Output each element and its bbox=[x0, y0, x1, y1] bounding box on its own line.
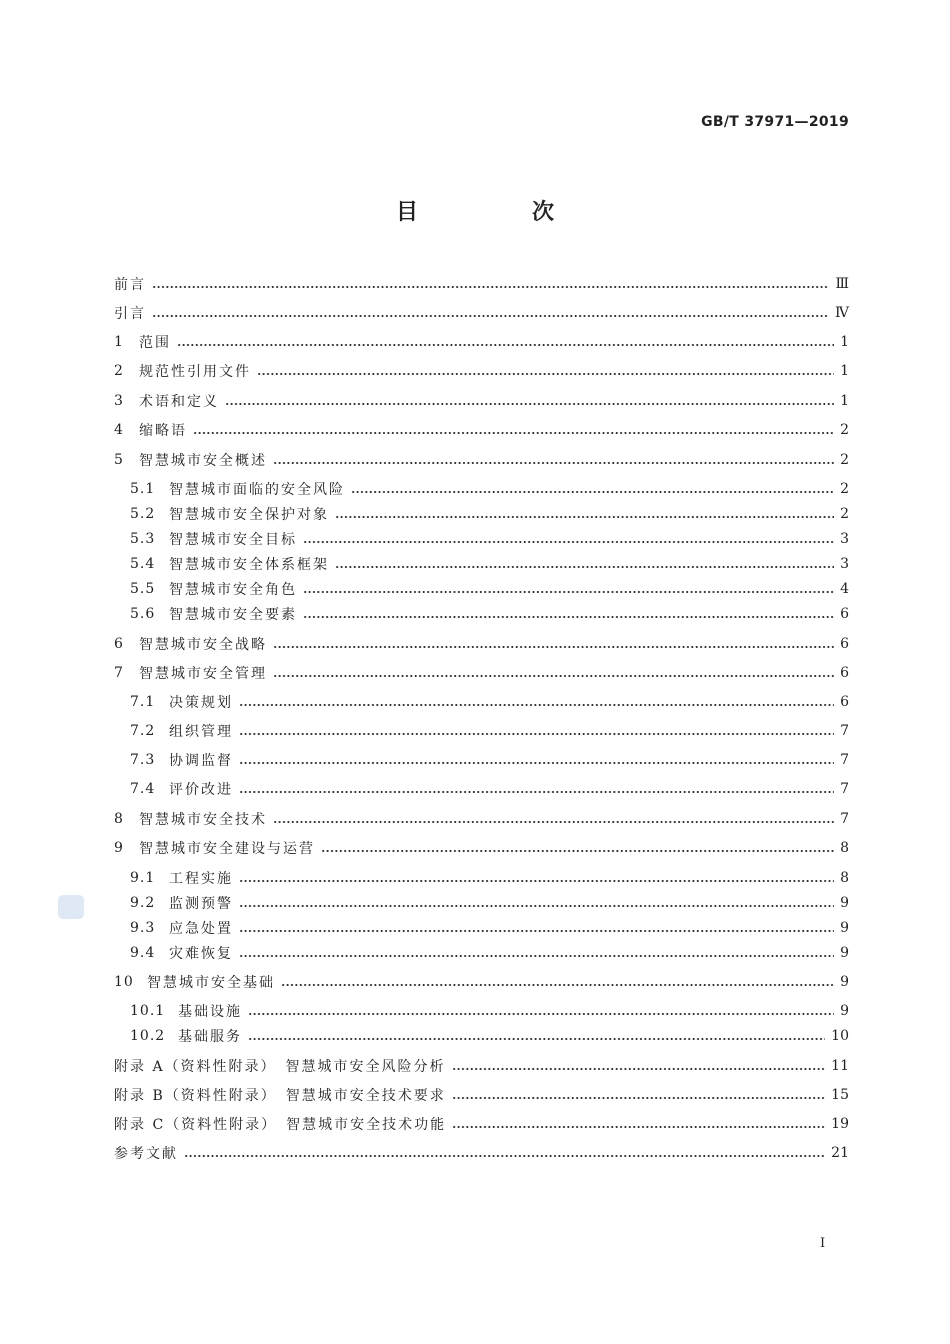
toc-entry[interactable] bbox=[114, 808, 849, 830]
dot-leader bbox=[303, 532, 834, 546]
toc-entry-page: 7 bbox=[840, 752, 849, 768]
toc-entry-number: 2 bbox=[114, 363, 124, 379]
toc-entry-label: 智慧城市安全基础 bbox=[147, 975, 275, 991]
toc-entry-page: 21 bbox=[831, 1145, 849, 1161]
toc-entry-page: 3 bbox=[840, 556, 849, 572]
toc-entry-number: 9.3 bbox=[130, 920, 156, 936]
toc-entry-number: 4 bbox=[114, 422, 124, 438]
toc-entry[interactable] bbox=[114, 917, 849, 939]
toc-entry-number: 10.1 bbox=[130, 1003, 166, 1019]
dot-leader bbox=[321, 841, 834, 855]
dot-leader bbox=[239, 921, 834, 935]
toc-entry[interactable] bbox=[114, 662, 849, 684]
toc-entry[interactable] bbox=[114, 691, 849, 713]
toc-entry-number: 9 bbox=[114, 840, 124, 856]
toc-entry[interactable] bbox=[114, 837, 849, 859]
sac-watermark-logo bbox=[58, 895, 84, 919]
toc-entry-page: Ⅲ bbox=[835, 276, 849, 292]
toc-entry-page: 9 bbox=[840, 895, 849, 911]
toc-entry-label: 基础服务 bbox=[178, 1029, 242, 1045]
toc-entry-page: 9 bbox=[840, 974, 849, 990]
toc-entry[interactable] bbox=[114, 1025, 849, 1047]
toc-entry[interactable] bbox=[114, 942, 849, 964]
toc-entry-label: 参考文献 bbox=[114, 1146, 178, 1162]
toc-entry-page: Ⅳ bbox=[835, 305, 849, 321]
dot-leader bbox=[257, 364, 834, 378]
dot-leader bbox=[303, 582, 834, 596]
dot-leader bbox=[273, 812, 834, 826]
toc-entry-number: 8 bbox=[114, 811, 124, 827]
toc-entry-page: 6 bbox=[840, 606, 849, 622]
toc-entry-number: 5.5 bbox=[130, 581, 156, 597]
dot-leader bbox=[239, 695, 834, 709]
dot-leader bbox=[152, 277, 829, 291]
toc-entry-page: 9 bbox=[840, 1003, 849, 1019]
dot-leader bbox=[248, 1004, 834, 1018]
dot-leader bbox=[193, 423, 834, 437]
toc-entry-page: 1 bbox=[840, 363, 849, 379]
toc-entry-number: 9.1 bbox=[130, 870, 156, 886]
dot-leader bbox=[281, 975, 834, 989]
toc-entry-page: 10 bbox=[831, 1028, 849, 1044]
toc-entry-page: 2 bbox=[840, 506, 849, 522]
dot-leader bbox=[239, 896, 834, 910]
toc-entry-page: 2 bbox=[840, 422, 849, 438]
toc-entry-page: 8 bbox=[840, 840, 849, 856]
toc-entry-page: 2 bbox=[840, 452, 849, 468]
toc-entry-number: 5.6 bbox=[130, 606, 156, 622]
toc-entry-label: 组织管理 bbox=[169, 724, 233, 740]
toc-entry-page: 6 bbox=[840, 636, 849, 652]
toc-entry-label: 决策规划 bbox=[169, 695, 233, 711]
toc-entry-label: 缩略语 bbox=[139, 423, 187, 439]
toc-entry-page: 15 bbox=[831, 1087, 849, 1103]
toc-entry-label: 智慧城市安全体系框架 bbox=[169, 557, 329, 573]
dot-leader bbox=[225, 394, 834, 408]
dot-leader bbox=[184, 1146, 825, 1160]
toc-entry-label: 术语和定义 bbox=[139, 394, 219, 410]
toc-entry-number: 5 bbox=[114, 452, 124, 468]
dot-leader bbox=[152, 306, 829, 320]
toc-entry-page: 1 bbox=[840, 334, 849, 350]
toc-entry[interactable] bbox=[114, 390, 849, 412]
toc-entry-number: 5.4 bbox=[130, 556, 156, 572]
dot-leader bbox=[239, 871, 834, 885]
toc-entry[interactable] bbox=[114, 971, 849, 993]
toc-entry-label: 智慧城市安全目标 bbox=[169, 532, 297, 548]
toc-entry-number: 5.3 bbox=[130, 531, 156, 547]
toc-entry-label: 附录 A（资料性附录） 智慧城市安全风险分析 bbox=[114, 1059, 446, 1075]
toc-entry[interactable] bbox=[114, 578, 849, 600]
toc-entry-page: 2 bbox=[840, 481, 849, 497]
toc-entry-page: 9 bbox=[840, 945, 849, 961]
dot-leader bbox=[239, 782, 834, 796]
toc-entry-number: 1 bbox=[114, 334, 124, 350]
page-title: 目 次 bbox=[395, 200, 600, 225]
toc-entry-label: 智慧城市安全要素 bbox=[169, 607, 297, 623]
toc-entry-label: 前言 bbox=[114, 277, 146, 293]
toc-entry-page: 7 bbox=[840, 811, 849, 827]
dot-leader bbox=[452, 1059, 826, 1073]
dot-leader bbox=[452, 1117, 825, 1131]
toc-entry-page: 7 bbox=[840, 781, 849, 797]
dot-leader bbox=[239, 946, 834, 960]
toc-entry-page: 1 bbox=[840, 393, 849, 409]
dot-leader bbox=[248, 1029, 825, 1043]
dot-leader bbox=[273, 637, 834, 651]
toc-entry[interactable] bbox=[114, 892, 849, 914]
toc-entry[interactable] bbox=[114, 302, 849, 324]
toc-entry-number: 3 bbox=[114, 393, 124, 409]
toc-entry-page: 7 bbox=[840, 723, 849, 739]
toc-entry-label: 智慧城市安全战略 bbox=[139, 637, 267, 653]
toc-entry-label: 智慧城市安全建设与运营 bbox=[139, 841, 315, 857]
toc-entry-number: 10 bbox=[114, 974, 134, 990]
toc-entry-label: 协调监督 bbox=[169, 753, 233, 769]
toc-entry[interactable] bbox=[114, 360, 849, 382]
toc-entry-label: 灾难恢复 bbox=[169, 946, 233, 962]
toc-entry[interactable] bbox=[114, 273, 849, 295]
toc-entry[interactable] bbox=[114, 419, 849, 441]
toc-entry[interactable] bbox=[114, 778, 849, 800]
toc-entry-page: 3 bbox=[840, 531, 849, 547]
toc-entry[interactable] bbox=[114, 633, 849, 655]
toc-entry[interactable] bbox=[114, 1055, 849, 1077]
toc-entry-label: 附录 B（资料性附录） 智慧城市安全技术要求 bbox=[114, 1088, 446, 1104]
toc-entry[interactable] bbox=[114, 528, 849, 550]
toc-entry[interactable] bbox=[114, 478, 849, 500]
toc-entry-number: 7.2 bbox=[130, 723, 156, 739]
toc-entry-number: 7.1 bbox=[130, 694, 156, 710]
toc-entry-label: 智慧城市安全保护对象 bbox=[169, 507, 329, 523]
toc-entry-number: 7 bbox=[114, 665, 124, 681]
toc-entry-number: 5.1 bbox=[130, 481, 156, 497]
toc-entry-number: 9.2 bbox=[130, 895, 156, 911]
toc-entry[interactable] bbox=[114, 867, 849, 889]
toc-entry[interactable] bbox=[114, 449, 849, 471]
dot-leader bbox=[303, 607, 834, 621]
dot-leader bbox=[273, 666, 834, 680]
toc-entry-page: 9 bbox=[840, 920, 849, 936]
toc-entry-page: 8 bbox=[840, 870, 849, 886]
toc-entry-label: 监测预警 bbox=[169, 896, 233, 912]
dot-leader bbox=[452, 1088, 825, 1102]
toc-entry-page: 11 bbox=[831, 1058, 849, 1074]
toc-entry[interactable] bbox=[114, 331, 849, 353]
toc-entry[interactable] bbox=[114, 1000, 849, 1022]
toc-entry[interactable] bbox=[114, 1142, 849, 1164]
toc-entry[interactable] bbox=[114, 720, 849, 742]
toc-entry-label: 规范性引用文件 bbox=[139, 364, 251, 380]
toc-entry[interactable] bbox=[114, 553, 849, 575]
toc-entry-label: 智慧城市安全技术 bbox=[139, 812, 267, 828]
toc-entry[interactable] bbox=[114, 1113, 849, 1135]
toc-entry-label: 智慧城市安全管理 bbox=[139, 666, 267, 682]
toc-entry-page: 4 bbox=[840, 581, 849, 597]
toc-entry-label: 范围 bbox=[139, 335, 171, 351]
toc-entry-number: 5.2 bbox=[130, 506, 156, 522]
dot-leader bbox=[273, 453, 834, 467]
toc-entry-label: 工程实施 bbox=[169, 871, 233, 887]
dot-leader bbox=[335, 507, 834, 521]
toc-entry-label: 智慧城市面临的安全风险 bbox=[169, 482, 345, 498]
toc-entry-label: 智慧城市安全角色 bbox=[169, 582, 297, 598]
toc-entry-label: 应急处置 bbox=[169, 921, 233, 937]
toc-entry-label: 附录 C（资料性附录） 智慧城市安全技术功能 bbox=[114, 1117, 447, 1133]
dot-leader bbox=[335, 557, 834, 571]
toc-entry-number: 10.2 bbox=[130, 1028, 166, 1044]
toc-entry-label: 基础设施 bbox=[178, 1004, 242, 1020]
dot-leader bbox=[239, 724, 834, 738]
toc-entry[interactable] bbox=[114, 1084, 849, 1106]
standard-code: GB/T 37971—2019 bbox=[701, 114, 849, 130]
toc-entry-label: 评价改进 bbox=[169, 782, 233, 798]
toc-entry-label: 智慧城市安全概述 bbox=[139, 453, 267, 469]
toc-entry[interactable] bbox=[114, 503, 849, 525]
toc-entry-label: 引言 bbox=[114, 306, 146, 322]
toc-entry[interactable] bbox=[114, 603, 849, 625]
toc-entry-number: 7.4 bbox=[130, 781, 156, 797]
dot-leader bbox=[239, 753, 834, 767]
toc-entry-number: 9.4 bbox=[130, 945, 156, 961]
toc-entry-number: 6 bbox=[114, 636, 124, 652]
dot-leader bbox=[177, 335, 834, 349]
toc-entry-number: 7.3 bbox=[130, 752, 156, 768]
toc-entry-page: 19 bbox=[831, 1116, 849, 1132]
toc-entry-page: 6 bbox=[840, 665, 849, 681]
toc-entry[interactable] bbox=[114, 749, 849, 771]
toc-entry-page: 6 bbox=[840, 694, 849, 710]
dot-leader bbox=[351, 482, 834, 496]
page-number: I bbox=[820, 1236, 826, 1251]
